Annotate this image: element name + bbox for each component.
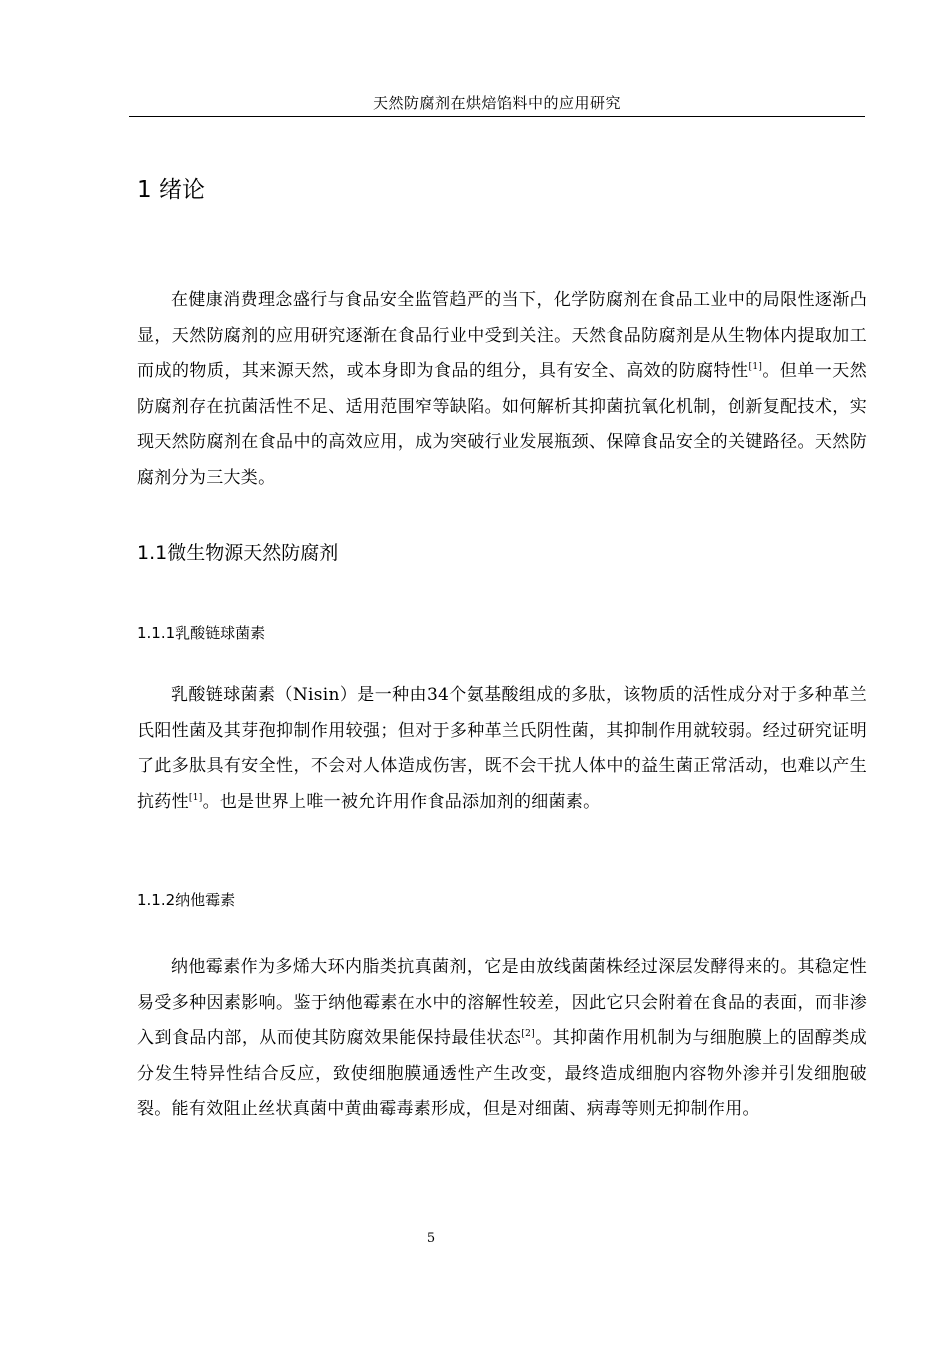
intro-text-part1: 在健康消费理念盛行与食品安全监管趋严的当下，化学防腐剂在食品工业中的局限性逐渐凸显，天然防腐剂的应用研究逐渐在食品行业中受到关注。天然食品防腐剂是从生物体内提取加工而成的物质，其来源天然，或本身即为食品的组分，具有安全、高效的防腐特性 <box>137 290 867 381</box>
nisin-paragraph <box>137 678 867 820</box>
nisin-text-part2: 。也是世界上唯一被允许用作食品添加剂的细菌素。 <box>202 791 601 812</box>
subsection-title-1-1-1: 1.1.1乳酸链球菌素 <box>137 624 266 642</box>
nisin-text-part1: 乳酸链球菌素（Nisin）是一种由34个氨基酸组成的多肽，该物质的活性成分对于多种革兰氏阳性菌及其芽孢抑制作用较强；但对于多种革兰氏阴性菌，其抑制作用就较弱。经过研究证明了此多肽具有安全性，不会对人体造成伤害，既不会干扰人体中的益生菌正常活动，也难以产生抗药性 <box>137 685 867 812</box>
subsection-title-1-1-2: 1.1.2纳他霉素 <box>137 891 236 909</box>
intro-text-part2: 。但单一天然防腐剂存在抗菌活性不足、适用范围窄等缺陷。如何解析其抑菌抗氧化机制，创新复配技术，实现天然防腐剂在食品中的高效应用，成为突破行业发展瓶颈、保障食品安全的关键路径。天然防腐剂分为三大类。 <box>137 361 868 488</box>
chapter-title: 1 绪论 <box>137 177 205 203</box>
citation-ref: [2] <box>521 1029 536 1039</box>
citation-ref: [1] <box>188 792 203 803</box>
page-number: 5 <box>426 1231 436 1246</box>
natamycin-text-part1: 纳他霉素作为多烯大环内脂类抗真菌剂，它是由放线菌菌株经过深层发酵得来的。其稳定性易受多种因素影响。鉴于纳他霉素在水中的溶解性较差，因此它只会附着在食品的表面，而非渗入到食品内部，从而使其防腐效果能保持最佳状态 <box>137 957 867 1048</box>
natamycin-text-part2: 。其抑菌作用机制为与细胞膜上的固醇类成分发生特异性结合反应，致使细胞膜通透性产生改变，最终造成细胞内容物外渗并引发细胞破裂。能有效阻止丝状真菌中黄曲霉毒素形成，但是对细菌、病毒等则无抑制作用。 <box>137 1028 867 1119</box>
section-title-1-1: 1.1微生物源天然防腐剂 <box>137 542 339 564</box>
natamycin-paragraph <box>137 950 867 1128</box>
running-header-title: 天然防腐剂在烘焙馅料中的应用研究 <box>372 94 621 112</box>
running-header <box>129 92 865 117</box>
intro-paragraph <box>137 283 867 496</box>
citation-ref: [1] <box>748 362 763 372</box>
